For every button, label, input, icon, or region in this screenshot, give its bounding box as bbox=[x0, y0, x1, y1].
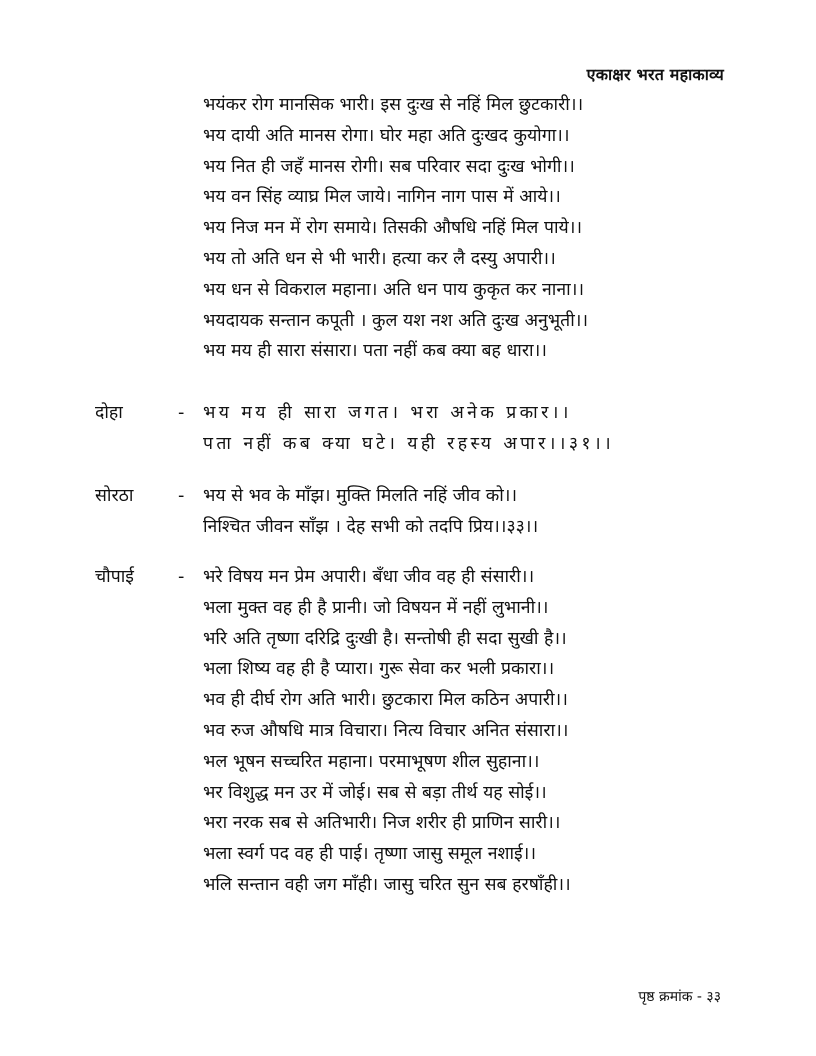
verse-line: भरा नरक सब से अतिभारी। निज शरीर ही प्राणिन सारी।। bbox=[203, 813, 561, 834]
verse-line: भर विशुद्ध मन उर में जोई। सब से बड़ा तीर्थ यह सोई।। bbox=[203, 782, 547, 803]
doha-lines bbox=[203, 398, 743, 460]
verse-line: भरि अति तृष्णा दरिद्रि दुःखी है। सन्तोषी ही सदा सुखी है।। bbox=[203, 628, 567, 649]
verse-line: भय धन से विकराल महाना। अति धन पाय कुकृत कर नाना।। bbox=[203, 279, 585, 300]
soratha-label: सोरठा bbox=[95, 486, 134, 506]
verse-line: भला स्वर्ग पद वह ही पाई। तृष्णा जासु समूल नशाई।। bbox=[203, 844, 537, 865]
verse-line: पता नहीं कब क्या घटे। यही रहस्य अपार।।३१।। bbox=[203, 433, 615, 454]
verse-line: भय मय ही सारा जगत। भरा अनेक प्रकार।। bbox=[203, 403, 572, 423]
verse-line: भय वन सिंह व्याघ्र मिल जाये। नागिन नाग पास में आये।। bbox=[203, 187, 561, 208]
soratha-lines bbox=[203, 481, 743, 543]
doha-label: दोहा bbox=[95, 403, 123, 423]
section-dash: - bbox=[178, 486, 185, 506]
section-dash: - bbox=[178, 403, 185, 423]
chaupai-label: चौपाई bbox=[95, 567, 134, 587]
verse-line: भय निज मन में रोग समाये। तिसकी औषधि नहिं मिल पाये।। bbox=[203, 218, 583, 239]
verse-line: भय मय ही सारा संसारा। पता नहीं कब क्या बह धारा।। bbox=[203, 341, 547, 362]
verse-line: भव ही दीर्घ रोग अति भारी। छुटकारा मिल कठिन अपारी।। bbox=[203, 690, 568, 711]
running-header: एकाक्षर भरत महाकाव्य bbox=[586, 65, 724, 84]
intro-verses bbox=[203, 90, 743, 367]
chaupai-lines bbox=[203, 562, 743, 901]
verse-line: भय दायी अति मानस रोगा। घोर महा अति दुःखद कुयोगा।। bbox=[203, 125, 570, 146]
verse-line: भला शिष्य वह ही है प्यारा। गुरू सेवा कर भली प्रकारा।। bbox=[203, 659, 555, 680]
verse-line: भय से भव के माँझ। मुक्ति मिलति नहिं जीव को।। bbox=[203, 486, 518, 506]
verse-line: भय तो अति धन से भी भारी। हत्या कर लै दस्यु अपारी।। bbox=[203, 248, 556, 269]
page-number: पृष्ठ क्रमांक - ३३ bbox=[638, 989, 721, 1005]
verse-line: भय नित ही जहँ मानस रोगी। सब परिवार सदा दुःख भोगी।। bbox=[203, 156, 575, 177]
verse-line: भव रुज औषधि मात्र विचारा। नित्य विचार अनित संसारा।। bbox=[203, 720, 569, 741]
verse-line: भरे विषय मन प्रेम अपारी। बँधा जीव वह ही संसारी।। bbox=[203, 567, 535, 587]
verse-line: भलि सन्तान वही जग माँही। जासु चरित सुन सब हरषाँही।। bbox=[203, 874, 571, 895]
verse-line: भल भूषन सच्चरित महाना। परमाभूषण शील सुहाना।। bbox=[203, 751, 540, 772]
section-dash: - bbox=[178, 567, 185, 587]
verse-line: भयदायक सन्तान कपूती । कुल यश नश अति दुःख अनुभूती।। bbox=[203, 310, 589, 331]
verse-line: भला मुक्त वह ही है प्रानी। जो विषयन में नहीं लुभानी।। bbox=[203, 597, 549, 618]
verse-line: निश्चित जीवन साँझ । देह सभी को तदपि प्रिय।।३३।। bbox=[203, 516, 539, 537]
verse-line: भयंकर रोग मानसिक भारी। इस दुःख से नहिं मिल छुटकारी।। bbox=[203, 95, 584, 115]
